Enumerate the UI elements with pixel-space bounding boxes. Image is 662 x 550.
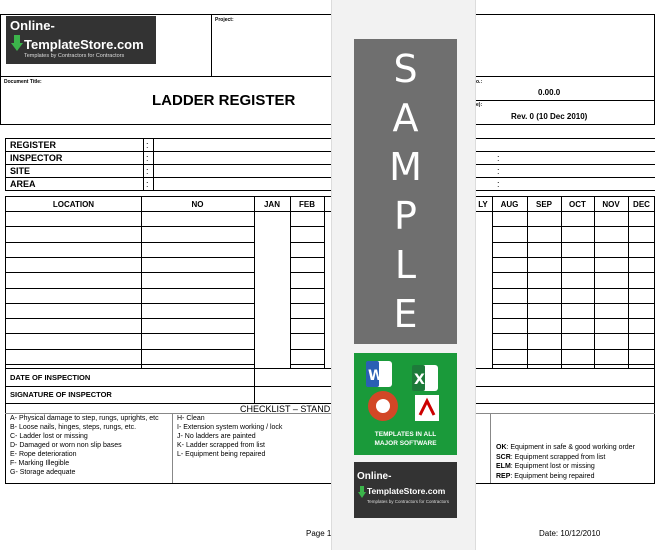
sample-logo-line1: Online- — [357, 471, 392, 482]
grid-col-line — [561, 196, 562, 369]
grid-row-line — [6, 318, 254, 319]
grid-row-line — [6, 288, 254, 289]
powerpoint-icon — [366, 389, 400, 423]
adobe-icon — [412, 393, 442, 423]
checklist-col1 — [10, 414, 159, 477]
grid-row-line — [492, 349, 655, 350]
grid-row-line — [6, 349, 254, 350]
colon-site: : — [146, 166, 149, 176]
grid-col-line — [628, 196, 629, 369]
header-sep: SEP — [535, 200, 552, 209]
grid-row-line — [492, 242, 655, 243]
doc-title-label: Document Title: — [4, 79, 42, 85]
legend-item: ELM: Equipment lost or missing — [496, 463, 595, 470]
header-dec: DEC — [633, 200, 650, 209]
grid-row-line — [492, 318, 655, 319]
page-number: Page 1 — [306, 529, 332, 538]
download-arrow-icon — [11, 35, 23, 51]
colon-area: : — [146, 179, 149, 189]
grid-row-line — [492, 288, 655, 289]
download-arrow-icon — [358, 485, 366, 497]
grid-row-line — [290, 318, 324, 319]
grid-row-line — [492, 303, 655, 304]
grid-col-line — [290, 196, 291, 369]
checklist-item: G- Storage adequate — [10, 469, 76, 476]
excel-icon — [410, 363, 440, 393]
grid-col-line — [324, 196, 325, 369]
field-inspector: INSPECTOR — [10, 153, 63, 163]
logo-line1: Online- — [10, 18, 55, 33]
sample-letter: P — [394, 194, 417, 238]
sample-logo-tagline: Templates by Contractors for Contractors — [367, 499, 450, 504]
grid-row-line — [290, 349, 324, 350]
checklist-item: L- Equipment being repaired — [177, 451, 266, 458]
grid-row-line — [492, 333, 655, 334]
checklist-col2 — [177, 414, 282, 459]
svg-text:X: X — [414, 372, 425, 388]
grid-col-line — [492, 196, 493, 369]
grid-col-line — [141, 196, 142, 369]
grid-row-line — [6, 257, 254, 258]
grid-row-line — [290, 303, 324, 304]
sample-letter: S — [393, 47, 418, 91]
sample-watermark — [354, 39, 457, 344]
grid-row-line — [6, 364, 254, 365]
colon-register: : — [146, 140, 149, 150]
sample-letter: L — [394, 243, 417, 287]
checklist-item: J- No ladders are painted — [177, 433, 256, 440]
colon-inspector: : — [146, 153, 149, 163]
grid-line — [5, 196, 6, 404]
legend-item: OK: Equipment in safe & good working order — [496, 444, 635, 451]
footer-date: Date: 10/12/2010 — [539, 529, 601, 538]
grid-col-line — [527, 196, 528, 369]
doc-no-label: o.: — [476, 79, 483, 85]
field-register: REGISTER — [10, 140, 57, 150]
checklist-item: D- Damaged or worn non slip bases — [10, 442, 122, 449]
header-jul: LY — [478, 200, 488, 209]
header-aug: AUG — [500, 200, 519, 209]
software-promo-banner[interactable] — [354, 353, 457, 455]
sample-letter: E — [393, 292, 418, 336]
header-no: NO — [191, 200, 204, 209]
promo-line1: TEMPLATES IN ALL — [374, 431, 437, 438]
header-location: LOCATION — [52, 200, 95, 209]
header-jan: JAN — [263, 200, 280, 209]
word-icon — [364, 359, 394, 389]
sample-logo-line2: TemplateStore.com — [367, 486, 446, 496]
document-title: LADDER REGISTER — [152, 92, 296, 109]
sample-letter: M — [389, 145, 422, 189]
field-site: SITE — [10, 166, 31, 176]
grid-line — [5, 368, 655, 369]
grid-row-line — [492, 364, 655, 365]
grid-line — [5, 196, 655, 197]
header-oct: OCT — [569, 200, 586, 209]
grid-row-line — [290, 288, 324, 289]
sample-letter: A — [392, 96, 419, 140]
logo-line2: TemplateStore.com — [24, 37, 144, 52]
promo-line2: MAJOR SOFTWARE — [374, 440, 437, 447]
checklist-item: F- Marking Illegible — [10, 460, 70, 467]
checklist-item: B- Loose nails, hinges, steps, rungs, etc. — [10, 424, 137, 431]
rev-label: e): — [476, 102, 483, 108]
checklist-item: I- Extension system working / lock — [177, 424, 283, 431]
header-feb: FEB — [299, 200, 315, 209]
grid-row-line — [492, 272, 655, 273]
company-logo — [6, 16, 156, 64]
status-legend — [496, 443, 635, 481]
grid-row-line — [6, 272, 254, 273]
grid-row-line — [290, 257, 324, 258]
checklist-item: E- Rope deterioration — [10, 451, 77, 458]
field-area: AREA — [10, 179, 36, 189]
grid-line — [5, 211, 655, 212]
colon-right-1: : — [497, 153, 500, 163]
logo-tagline: Templates by Contractors for Contractors — [24, 53, 125, 59]
grid-col-line — [594, 196, 595, 369]
grid-row-line — [290, 333, 324, 334]
colon-right-2: : — [497, 166, 500, 176]
grid-row-line — [290, 272, 324, 273]
checklist-item: A- Physical damage to step, rungs, uprights, etc — [10, 415, 159, 422]
date-of-inspection-label: DATE OF INSPECTION — [10, 373, 91, 382]
grid-row-line — [6, 333, 254, 334]
header-nov: NOV — [602, 200, 620, 209]
colon-right-3: : — [497, 179, 500, 189]
grid-row-line — [290, 364, 324, 365]
checklist-title: CHECKLIST – STAND — [240, 404, 331, 414]
project-label: Project: — [215, 17, 234, 23]
legend-item: SCR: Equipment scrapped from list — [496, 453, 606, 461]
checklist-item: C- Ladder lost or missing — [10, 433, 88, 440]
legend-item: REP: Equipment being repaired — [496, 472, 595, 480]
revision: Rev. 0 (10 Dec 2010) — [511, 112, 588, 121]
sample-logo[interactable] — [354, 462, 457, 518]
grid-row-line — [6, 242, 254, 243]
grid-col-line — [254, 196, 255, 404]
grid-row-line — [6, 226, 254, 227]
checklist-item: H- Clean — [177, 415, 205, 422]
svg-text:W: W — [368, 368, 384, 384]
grid-line — [654, 196, 655, 404]
checklist-item: K- Ladder scrapped from list — [177, 442, 265, 449]
signature-label: SIGNATURE OF INSPECTOR — [10, 390, 112, 399]
grid-row-line — [492, 226, 655, 227]
grid-row-line — [492, 257, 655, 258]
grid-row-line — [6, 303, 254, 304]
doc-number: 0.00.0 — [538, 88, 561, 97]
grid-row-line — [290, 226, 324, 227]
grid-row-line — [290, 242, 324, 243]
grid-line — [5, 386, 655, 387]
